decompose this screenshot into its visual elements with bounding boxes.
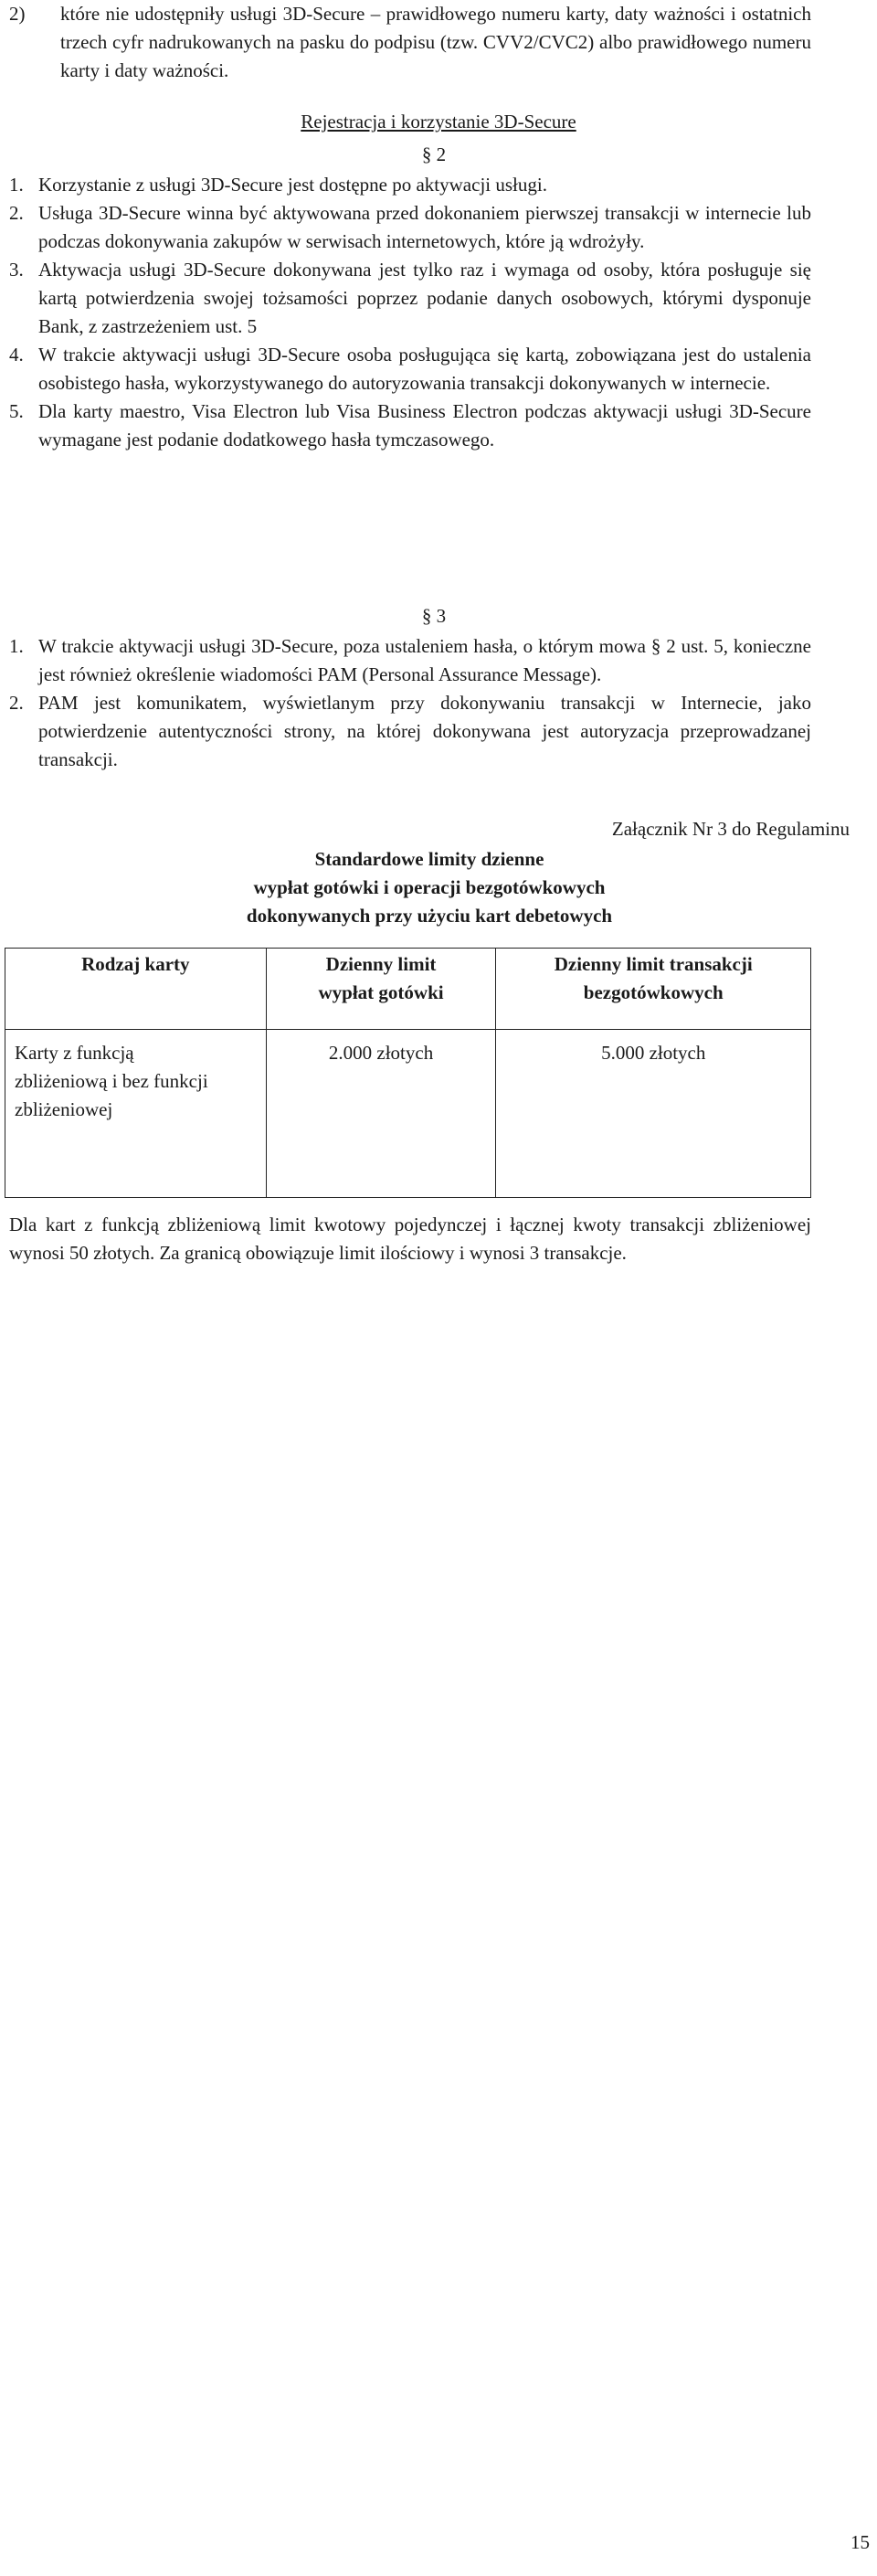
section-2-list: [9, 171, 811, 454]
heading-link-text: Rejestracja i korzystanie 3D-Secure: [301, 111, 576, 133]
header-card-type: Rodzaj karty: [5, 949, 267, 1030]
item-number: 1.: [9, 635, 24, 657]
title-line: wypłat gotówki i operacji bezgotówkowych: [253, 876, 606, 898]
item-text: Usługa 3D-Secure winna być aktywowana przed dokonaniem pierwszej transakcji w internecie lub podczas dokonywania zakupów w serwisach internetowych, które ją wdrożyły.: [38, 202, 811, 252]
table-header-row: [5, 949, 811, 1030]
title-line: Standardowe limity dzienne: [314, 848, 544, 870]
annex-label: Załącznik Nr 3 do Regulaminu: [611, 818, 850, 840]
list-item: [9, 398, 811, 454]
item-number: 4.: [9, 344, 24, 366]
item-text: W trakcie aktywacji usługi 3D-Secure, poza ustaleniem hasła, o którym mowa § 2 ust. 5, konieczne jest również określenie wiadomości PAM (Personal Assurance Message).: [38, 635, 811, 685]
list-item: [9, 256, 811, 341]
list-item: [9, 632, 811, 689]
section-heading: [0, 111, 877, 133]
footnote: Dla kart z funkcją zbliżeniową limit kwotowy pojedynczej i łącznej kwoty transakcji zbliżeniowej wynosi 50 złotych. Za granicą obowiązuje limit ilościowy i wynosi 3 transakcje.: [9, 1214, 811, 1264]
item-number: 2.: [9, 202, 24, 224]
limits-table: [5, 948, 811, 1198]
section-marker-3: § 3: [421, 605, 447, 627]
table-row: [5, 1030, 811, 1198]
list-item: [9, 199, 811, 256]
section-3-list: [9, 632, 811, 774]
list-item: [9, 0, 811, 85]
list-item: [9, 341, 811, 398]
item-text: PAM jest komunikatem, wyświetlanym przy dokonywaniu transakcji w Internecie, jako potwierdzenie autentyczności strony, na której dokonywana jest autoryzacja przeprowadzanej transakcji.: [38, 692, 811, 770]
cell-card-type: Karty z funkcją zbliżeniową i bez funkcji zbliżeniowej: [5, 1030, 267, 1198]
item-number: 5.: [9, 400, 24, 422]
item-number: 2.: [9, 692, 24, 714]
item-number: 2): [9, 3, 26, 25]
item-number: 3.: [9, 259, 24, 281]
list-item: [9, 689, 811, 774]
header-cash-limit: Dzienny limit wypłat gotówki: [266, 949, 496, 1030]
item-text: Aktywacja usługi 3D-Secure dokonywana jest tylko raz i wymaga od osoby, która posługuje się kartą potwierdzenia swojej tożsamości poprzez podanie danych osobowych, którymi dysponuje Bank, z zastrzeżeniem ust. 5: [38, 259, 811, 337]
item-number: 1.: [9, 174, 24, 196]
title-line: dokonywanych przy użyciu kart debetowych: [246, 905, 613, 927]
section-marker-2: § 2: [421, 143, 447, 165]
item-text: które nie udostępniły usługi 3D-Secure – prawidłowego numeru karty, daty ważności i ostatnich trzech cyfr nadrukowanych na pasku do podpisu (tzw. CVV2/CVC2) albo prawidłowego numeru karty i daty ważności.: [60, 3, 811, 81]
list-item: [9, 171, 811, 199]
header-cashless-limit: Dzienny limit transakcji bezgotówkowych: [496, 949, 811, 1030]
page-number: 15: [851, 2531, 870, 2553]
item-text: Dla karty maestro, Visa Electron lub Visa Business Electron podczas aktywacji usługi 3D-Secure wymagane jest podanie dodatkowego hasła tymczasowego.: [38, 400, 811, 451]
item-text: Korzystanie z usługi 3D-Secure jest dostępne po aktywacji usługi.: [38, 174, 547, 196]
cell-cashless-limit: 5.000 złotych: [496, 1030, 811, 1198]
paragraph-top-item: [9, 0, 811, 85]
limits-title: [0, 845, 859, 930]
item-text: W trakcie aktywacji usługi 3D-Secure osoba posługująca się kartą, zobowiązana jest do ustalenia osobistego hasła, wykorzystywanego do autoryzowania transakcji dokonywanych w internecie.: [38, 344, 811, 394]
cell-cash-limit: 2.000 złotych: [266, 1030, 496, 1198]
